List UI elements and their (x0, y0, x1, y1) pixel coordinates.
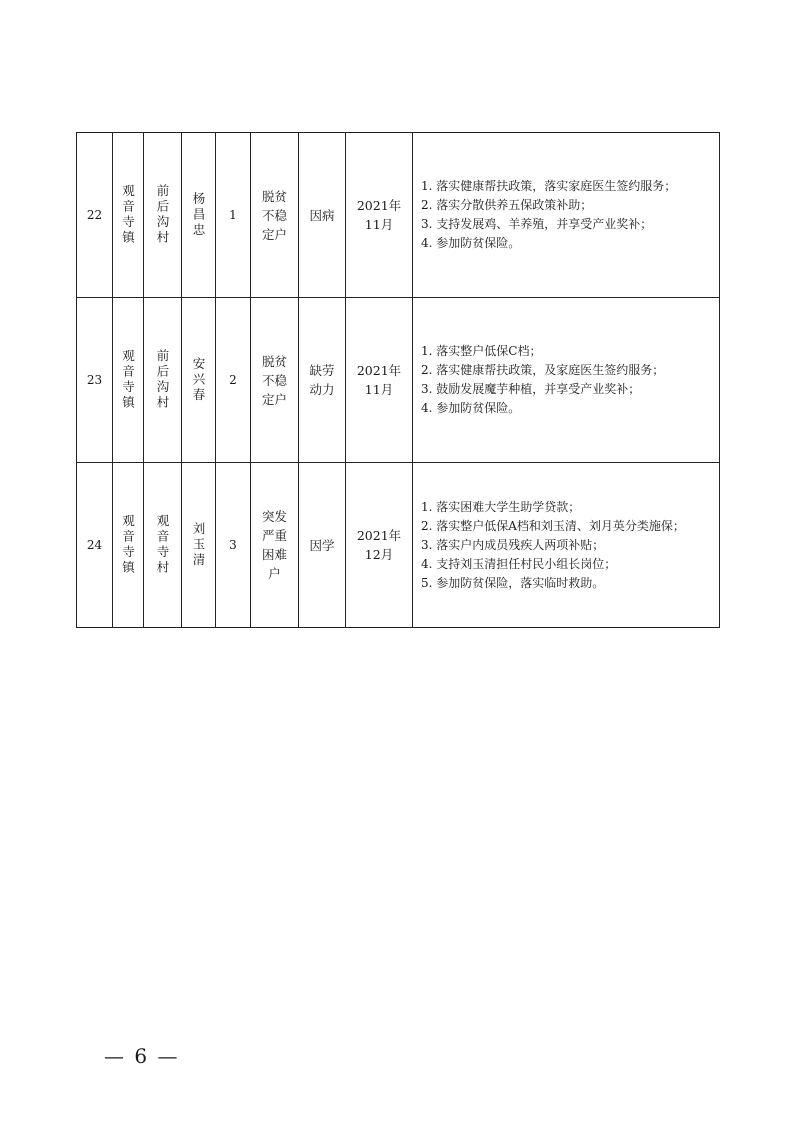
cell-category (251, 298, 299, 463)
measure-item: 1. 落实整户低保C档； (421, 344, 542, 358)
date-stack (357, 196, 401, 234)
table-row (77, 298, 720, 463)
household-count: 3 (229, 537, 237, 552)
measure-item: 2. 落实分散供养五保政策补助； (421, 198, 593, 212)
category-line: 严重 (261, 528, 287, 543)
category-line: 突发 (261, 509, 287, 524)
measure-item: 5. 参加防贫保险，落实临时救助。 (421, 575, 605, 590)
date-line: 2021年 (356, 528, 402, 543)
cell-index (77, 133, 113, 298)
date-line: 11月 (364, 382, 394, 397)
cell-index (77, 463, 113, 628)
cell-measures (413, 463, 720, 628)
cell-town (113, 133, 144, 298)
date-line: 2021年 (356, 198, 402, 213)
village-name: 前后沟村 (155, 349, 170, 411)
table-row (77, 133, 720, 298)
category-stack (262, 507, 287, 583)
date-line: 11月 (364, 217, 394, 232)
measure-item: 3. 鼓励发展魔芋种植，并享受产业奖补； (421, 382, 641, 396)
measure-item: 1. 落实健康帮扶政策，落实家庭医生签约服务； (421, 179, 677, 193)
cell-town (113, 298, 144, 463)
category-line: 困难 (261, 547, 287, 562)
cell-measures (413, 133, 720, 298)
date-line: 2021年 (356, 363, 402, 378)
cell-cause (299, 133, 346, 298)
town-name: 观音寺镇 (120, 184, 136, 246)
cell-count (216, 133, 251, 298)
cause-line: 缺劳 (309, 363, 335, 378)
town-name: 观音寺镇 (120, 349, 136, 411)
category-line: 脱贫 (261, 188, 287, 204)
cell-name (182, 463, 216, 628)
household-count: 2 (229, 372, 237, 387)
measure-item: 4. 参加防贫保险。 (421, 401, 521, 415)
table-body (77, 133, 720, 628)
cell-count (216, 463, 251, 628)
cell-date (346, 463, 413, 628)
page-number: — 6 — (104, 1044, 180, 1068)
village-name: 前后沟村 (155, 184, 170, 246)
measure-item: 2. 落实健康帮扶政策，及家庭医生签约服务； (421, 363, 665, 377)
measures-list (421, 498, 719, 593)
cell-name (182, 298, 216, 463)
row-index: 23 (86, 372, 103, 387)
measures-list (421, 342, 719, 418)
cause-stack (309, 536, 334, 555)
cause-stack (309, 361, 334, 399)
cell-town (113, 463, 144, 628)
town-name: 观音寺镇 (120, 514, 136, 576)
category-line: 户 (268, 566, 281, 581)
cause-line: 动力 (309, 382, 335, 397)
cell-category (251, 133, 299, 298)
category-line: 不稳 (261, 207, 287, 223)
cause-line: 因学 (309, 537, 335, 553)
date-stack (357, 526, 401, 564)
cell-measures (413, 298, 720, 463)
measure-item: 1. 落实困难大学生助学贷款； (421, 499, 581, 514)
household-table (76, 132, 720, 628)
date-stack (357, 361, 401, 399)
row-index: 24 (86, 537, 103, 552)
household-name: 杨昌忠 (191, 191, 206, 239)
cell-category (251, 463, 299, 628)
measures-list (421, 177, 719, 253)
category-stack (262, 352, 287, 409)
category-stack (262, 187, 287, 244)
cause-stack (309, 206, 334, 225)
household-name: 刘玉清 (191, 521, 206, 569)
category-line: 脱贫 (261, 353, 287, 369)
cell-village (144, 463, 182, 628)
cell-name (182, 133, 216, 298)
measure-item: 3. 落实户内成员残疾人两项补贴； (421, 537, 605, 552)
cell-count (216, 298, 251, 463)
household-name: 安兴春 (191, 356, 206, 404)
category-line: 不稳 (261, 372, 287, 388)
cell-date (346, 298, 413, 463)
household-count: 1 (229, 207, 237, 222)
cell-date (346, 133, 413, 298)
measure-item: 2. 落实整户低保A档和刘玉清、刘月英分类施保； (421, 518, 685, 533)
cell-index (77, 298, 113, 463)
date-line: 12月 (364, 547, 394, 562)
category-line: 定户 (261, 226, 287, 242)
cell-village (144, 298, 182, 463)
category-line: 定户 (261, 391, 287, 407)
measure-item: 4. 参加防贫保险。 (421, 236, 521, 250)
cell-cause (299, 463, 346, 628)
measure-item: 3. 支持发展鸡、羊养殖，并享受产业奖补； (421, 217, 653, 231)
table-row (77, 463, 720, 628)
cause-line: 因病 (309, 207, 335, 223)
row-index: 22 (86, 207, 103, 222)
cell-village (144, 133, 182, 298)
measure-item: 4. 支持刘玉清担任村民小组长岗位； (421, 556, 617, 571)
cell-cause (299, 298, 346, 463)
village-name: 观音寺村 (155, 514, 170, 576)
